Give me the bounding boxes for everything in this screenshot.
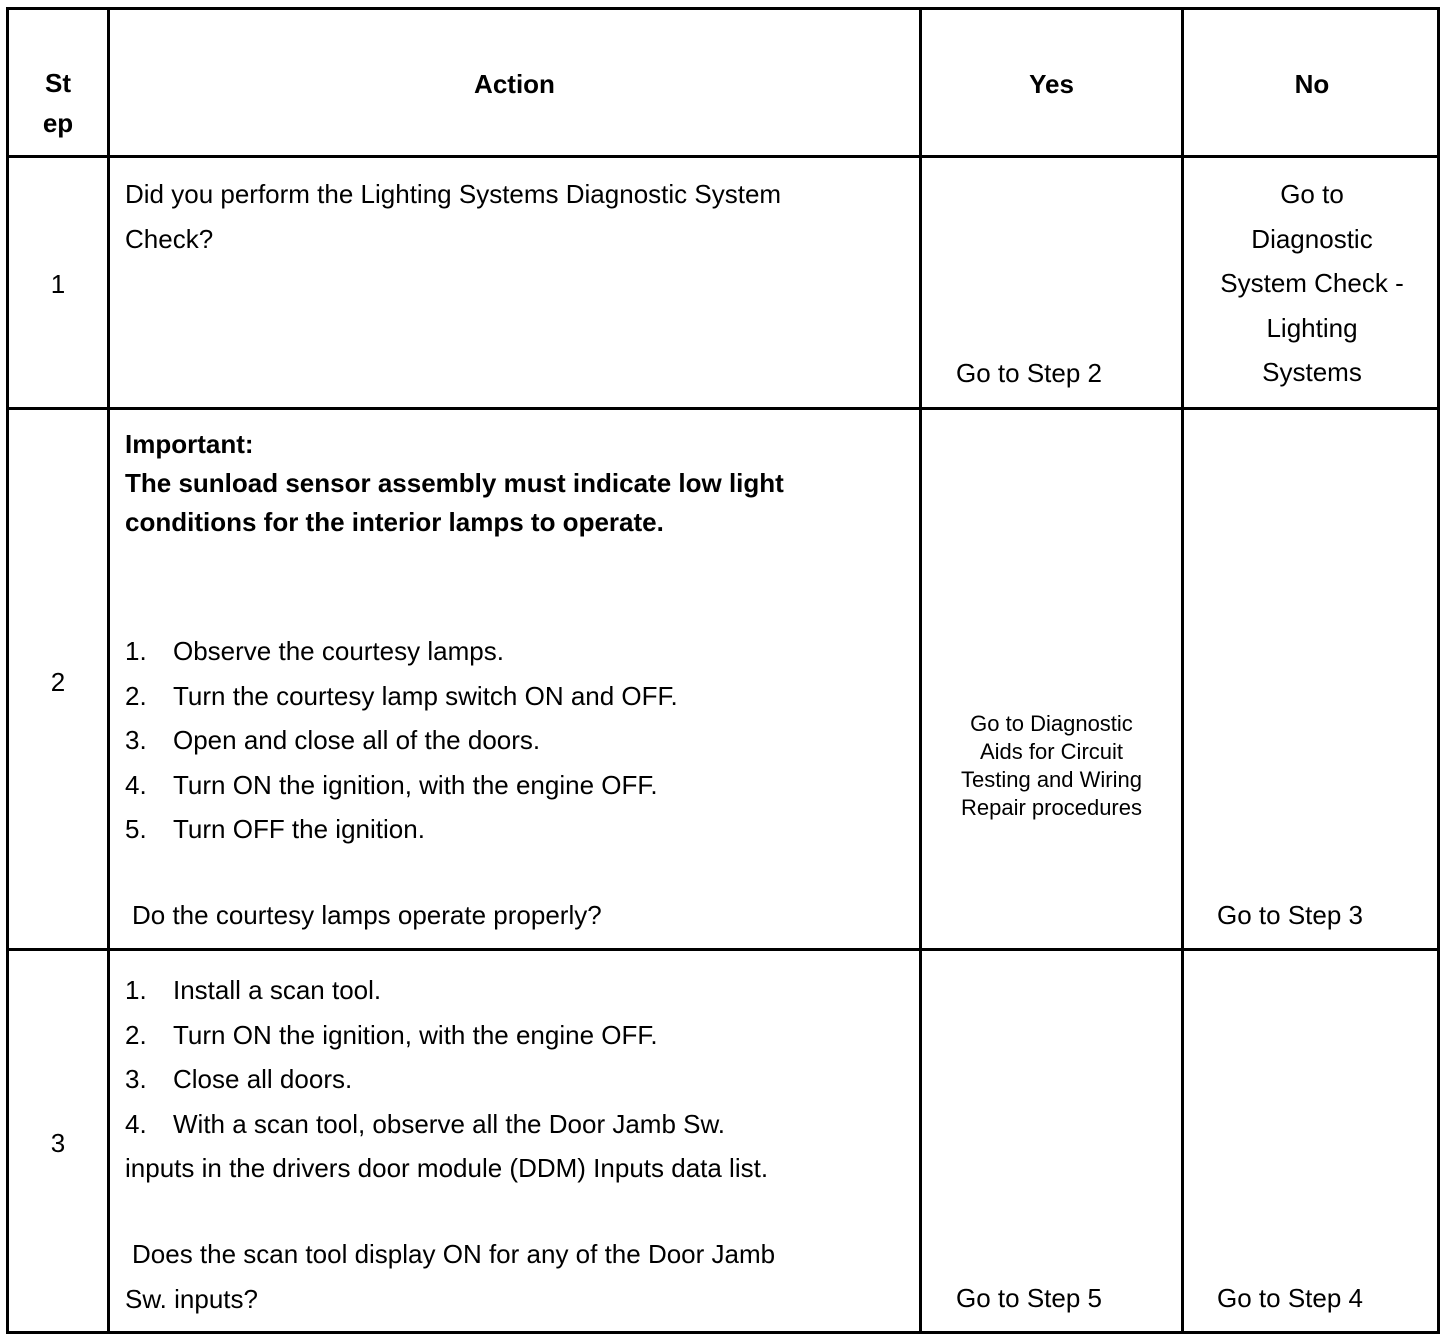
row2-no: Go to Step 3 — [1217, 900, 1363, 930]
row-divider — [9, 407, 1437, 410]
column-divider — [107, 10, 110, 1331]
row1-action-line: Did you perform the Lighting Systems Diagnostic System — [125, 179, 782, 209]
header-no: No — [1294, 69, 1330, 99]
row2-important — [125, 425, 784, 542]
list-item — [125, 674, 678, 719]
row1-step: 1 — [50, 269, 66, 299]
list-text: Turn the courtesy lamp switch ON and OFF. — [173, 680, 678, 711]
list-item — [125, 968, 768, 1013]
row2-yes-line: Aids for Circuit — [979, 739, 1124, 764]
row1-no-line: Lighting — [1266, 312, 1358, 343]
list-text: Turn OFF the ignition. — [173, 814, 425, 844]
important-line: conditions for the interior lamps to operate. — [125, 507, 664, 537]
row2-step: 2 — [50, 667, 66, 697]
row2-step-list — [125, 629, 678, 852]
header-step-line: St — [45, 68, 71, 98]
list-text: Observe the courtesy lamps. — [173, 636, 504, 666]
list-text: With a scan tool, observe all the Door Jamb Sw. — [173, 1108, 726, 1139]
row2-yes-line: Testing and Wiring — [961, 767, 1142, 792]
row1-no-line: Go to — [1280, 179, 1344, 209]
row2-question: Do the courtesy lamps operate properly? — [132, 900, 602, 930]
list-number: 2. — [125, 1019, 147, 1050]
list-number: 5. — [125, 814, 147, 844]
row1-no — [1184, 172, 1440, 395]
list-item — [125, 763, 678, 808]
list-number: 3. — [125, 725, 147, 755]
list-number: 1. — [125, 636, 147, 666]
list-number: 4. — [125, 1108, 147, 1139]
list-text: Close all doors. — [173, 1064, 353, 1094]
row3-yes: Go to Step 5 — [956, 1283, 1102, 1313]
list-text: Turn ON the ignition, with the engine OFF. — [173, 1019, 658, 1050]
row3-no: Go to Step 4 — [1217, 1283, 1363, 1313]
list-continuation: inputs in the drivers door module (DDM) Inputs data list. — [125, 1153, 769, 1183]
row2-yes-line: Repair procedures — [961, 795, 1142, 820]
row1-no-line: System Check - — [1220, 268, 1404, 298]
row2-yes — [922, 710, 1181, 822]
column-divider — [919, 10, 922, 1331]
header-yes: Yes — [1029, 69, 1074, 99]
row1-action — [125, 172, 781, 261]
row-divider — [9, 155, 1437, 158]
list-number: 4. — [125, 769, 147, 800]
row3-step-list — [125, 968, 768, 1191]
list-text: Turn ON the ignition, with the engine OFF. — [173, 769, 658, 800]
list-number: 2. — [125, 680, 147, 711]
list-item — [125, 718, 678, 763]
list-text: Install a scan tool. — [173, 975, 382, 1005]
row3-question — [125, 1232, 775, 1321]
row2-yes-line: Go to Diagnostic — [970, 711, 1133, 736]
list-number: 3. — [125, 1064, 147, 1094]
header-step — [9, 63, 107, 143]
list-text: Open and close all of the doors. — [173, 725, 541, 755]
row1-action-line: Check? — [125, 223, 214, 254]
list-number: 1. — [125, 975, 147, 1005]
important-line: The sunload sensor assembly must indicate low light — [125, 468, 784, 498]
row1-no-line: Systems — [1262, 357, 1362, 387]
list-item — [125, 807, 678, 852]
list-item — [125, 1013, 768, 1058]
row3-question-line: Does the scan tool display ON for any of the Door Jamb — [132, 1239, 776, 1269]
header-step-line: ep — [42, 108, 74, 138]
important-label: Important: — [125, 429, 254, 459]
row-divider — [9, 948, 1437, 951]
row3-question-line: Sw. inputs? — [125, 1283, 258, 1314]
list-item — [125, 629, 678, 674]
list-item — [125, 1102, 768, 1147]
list-item — [125, 1057, 768, 1102]
row3-step: 3 — [50, 1128, 66, 1158]
row1-yes: Go to Step 2 — [956, 358, 1102, 388]
diagnostic-table — [6, 7, 1440, 1334]
header-action: Action — [474, 69, 555, 99]
row1-no-line: Diagnostic — [1251, 223, 1373, 254]
